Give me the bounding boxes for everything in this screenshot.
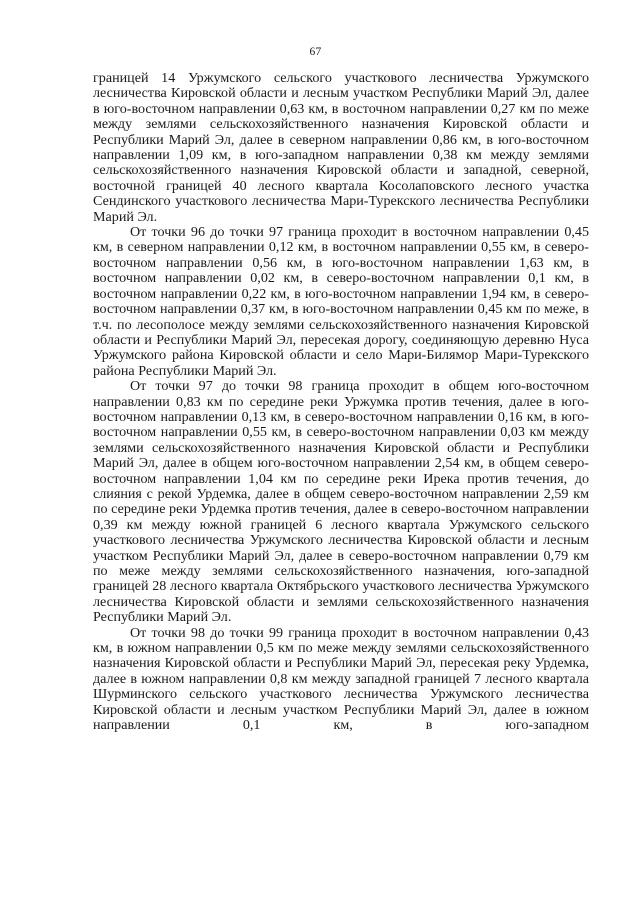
paragraph-point-97-98: От точки 97 до точки 98 граница проходит в общем юго-восточном направлении 0,83 км по середине реки Уржумка против течения, далее в юго-восточном направлении 0,13 км, в северо-восточном направлении 0,16 км, в юго-восточном направлении 0,55 км, в северо-восточном направлении 0,03 км между землями сельскохозяйственного назначения Кировской области и Республики Марий Эл, далее в общем юго-восточном направлении 2,54 км, в общем северо-восточном направлении 1,04 км по середине реки Ирека против течения, до слияния с рекой Урдемка, далее в общем северо-восточном направлении 2,59 км по середине реки Урдемка против течения, далее в северо-восточном направлении 0,39 км между южной границей 6 лесного квартала Уржумского сельского участкового лесничества Уржумского лесничества Кировской области и лесным участком Республики Марий Эл, далее в северо-восточном направлении 0,79 км по меже между землями сельскохозяйственного назначения, юго-западной границей 28 лесного квартала Октябрьского участкового лесничества Уржумского лесничества Кировской области и землями сельскохозяйственного назначения Республики Марий Эл. [93,378,589,626]
page-number: 67 [309,46,322,58]
document-body [93,71,589,733]
paragraph-continuation: границей 14 Уржумского сельского участкового лесничества Уржумского лесничества Кировской области и лесным участком Республики Марий Эл, далее в юго-восточном направлении 0,63 км, в восточном направлении 0,27 км по меже между землями сельскохозяйственного назначения Кировской области и Республики Марий Эл, далее в северном направлении 0,86 км, в юго-восточном направлении 1,09 км, в юго-западном направлении 0,38 км между землями сельскохозяйственного назначения Кировской области и западной, северной, восточной границей 40 лесного квартала Косолаповского лесного участка Сендинского участкового лесничества Мари-Турекского лесничества Республики Марий Эл. [93,70,589,225]
paragraph-point-96-97: От точки 96 до точки 97 граница проходит в восточном направлении 0,45 км, в северном направлении 0,12 км, в восточном направлении 0,55 км, в северо-восточном направлении 0,56 км, в юго-восточном направлении 1,63 км, в восточном направлении 0,02 км, в северо-восточном направлении 0,1 км, в восточном направлении 0,22 км, в юго-восточном направлении 1,94 км, в северо-восточном направлении 0,37 км, в юго-восточном направлении 0,45 км по меже, в т.ч. по лесополосе между землями сельскохозяйственного назначения Кировской области и Республики Марий Эл, пересекая дорогу, соединяющую деревню Нуса Уржумского района Кировской области и село Мари-Билямор Мари-Турекского района Республики Марий Эл. [93,224,589,379]
paragraph-point-98-99: От точки 98 до точки 99 граница проходит в восточном направлении 0,43 км, в южном направлении 0,5 км по меже между землями сельскохозяйственного назначения Кировской области и Республики Марий Эл, пересекая реку Урдемка, далее в южном направлении 0,8 км между западной границей 7 лесного квартала Шурминского сельского участкового лесничества Уржумского лесничества Кировской области и лесным участком Республики Марий Эл, далее в южном направлении 0,1 км, в юго-западном [93,624,589,734]
